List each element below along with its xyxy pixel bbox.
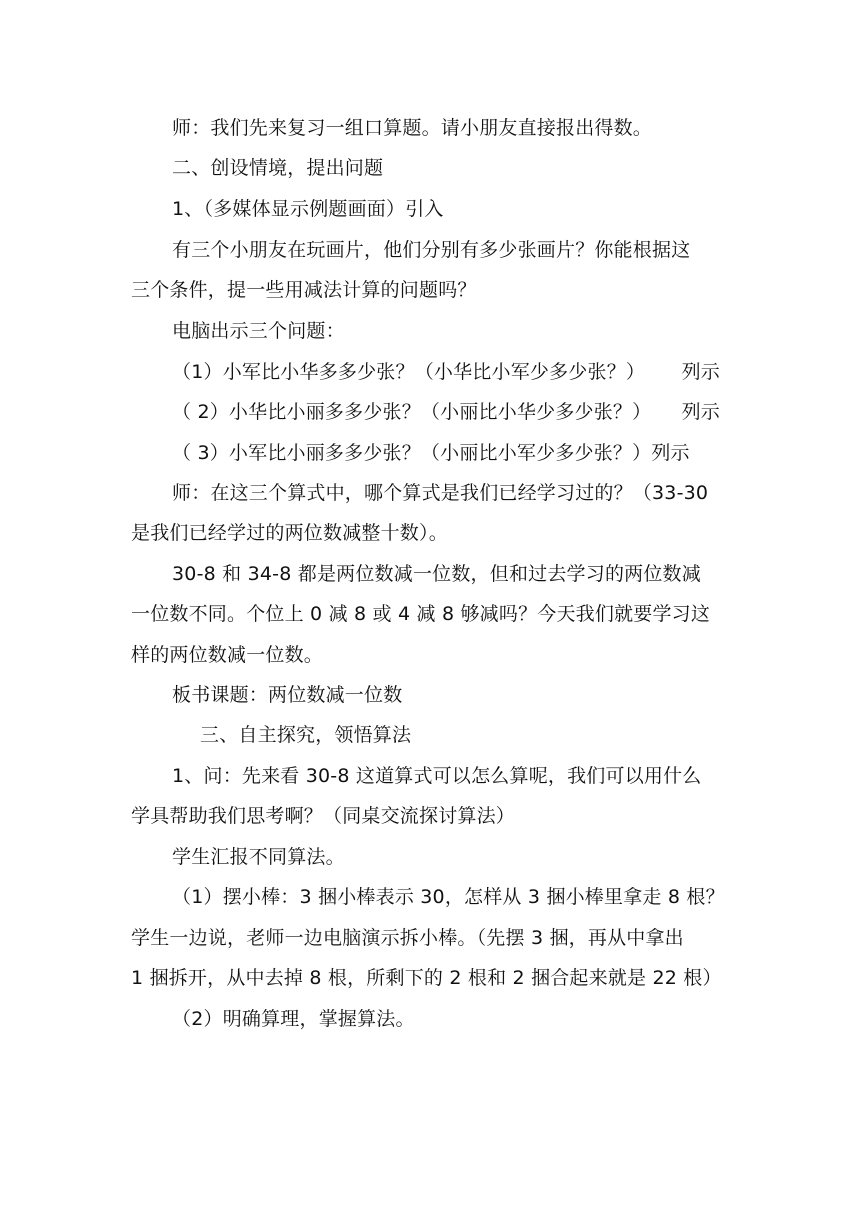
section-heading-2: 二、创设情境，提出问题 (172, 157, 384, 179)
method-1-line-1: （1）摆小棒：3 捆小棒表示 30，怎样从 3 捆小棒里拿走 8 根？ (172, 886, 725, 908)
question-1-note: 列示 (681, 361, 720, 383)
method-1-line-3: 1 捆拆开，从中去掉 8 根，所剩下的 2 根和 2 捆合起来就是 22 根） (131, 967, 722, 989)
paragraph-teacher-review: 师：我们先来复习一组口算题。请小朋友直接报出得数。 (172, 117, 653, 139)
paragraph-which-formula-line-2: 是我们已经学过的两位数减整十数）。 (131, 522, 448, 544)
paragraph-new-topic-line-2: 一位数不同。个位上 0 减 8 或 4 减 8 够减吗？今天我们就要学习这 (131, 603, 711, 625)
question-2-text: （ 2）小华比小丽多多少张？（小丽比小华少多少张？） (172, 401, 652, 423)
section-heading-3: 三、自主探究，领悟算法 (200, 724, 412, 746)
paragraph-new-topic-line-1: 30-8 和 34-8 都是两位数减一位数，但和过去学习的两位数减 (172, 563, 701, 585)
board-title: 板书课题：两位数减一位数 (172, 684, 403, 706)
paragraph-student-report: 学生汇报不同算法。 (172, 846, 345, 868)
paragraph-story-line-1: 有三个小朋友在玩画片，他们分别有多少张画片？你能根据这 (172, 239, 691, 261)
question-2-row (172, 400, 720, 424)
step-1-question-line-2: 学具帮助我们思考啊？（同桌交流探讨算法） (131, 805, 516, 827)
step-1-intro: 1、（多媒体显示例题画面）引入 (172, 198, 444, 220)
step-1-question-line-1: 1、问：先来看 30-8 这道算式可以怎么算呢，我们可以用什么 (172, 765, 702, 787)
paragraph-three-questions: 电脑出示三个问题： (172, 320, 345, 342)
method-1-line-2: 学生一边说，老师一边电脑演示拆小棒。（先摆 3 捆，再从中拿出 (131, 927, 684, 949)
paragraph-which-formula-line-1: 师：在这三个算式中，哪个算式是我们已经学习过的？（33-30 (172, 482, 709, 504)
method-2-line-1: （2）明确算理，掌握算法。 (172, 1008, 415, 1030)
question-3-row: （ 3）小军比小丽多多少张？（小丽比小军少多少张？）列示 (172, 442, 690, 464)
question-1-text: （1）小军比小华多多少张？（小华比小军少多少张？） (172, 361, 646, 383)
question-1-row (172, 360, 720, 384)
paragraph-story-line-2: 三个条件，提一些用减法计算的问题吗？ (131, 279, 477, 301)
question-2-note: 列示 (681, 401, 720, 423)
paragraph-new-topic-line-3: 样的两位数减一位数。 (131, 644, 324, 666)
